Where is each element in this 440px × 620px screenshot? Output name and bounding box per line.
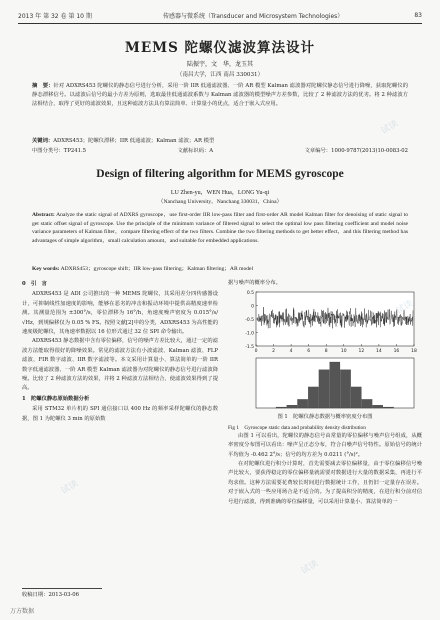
histogram-bar xyxy=(351,387,361,408)
title-chinese: MEMS 陀螺仪滤波算法设计 xyxy=(124,40,316,56)
footer-source: 万方数据 xyxy=(10,608,35,615)
y-tick-label: -0.5 xyxy=(245,318,254,324)
x-tick-label: 14 xyxy=(376,349,382,355)
affiliation-chinese: （南昌大学，江西 南昌 330031） xyxy=(176,72,264,78)
section-1-heading: 1 陀螺仪静态原始数据分析 xyxy=(22,395,90,402)
histogram-bar xyxy=(362,400,372,409)
abstract-text: 针对 ADXRS453 陀螺仪的静态信号进行分析，采用一阶 IIR 低通滤波器、一阶 AR 模型 Kalman 滤波器对陀螺仪静态信号进行降噪，获取陀螺仪的静态漂移信号。以滤波后信号的最小方差为原则，选取最佳低通滤波系数与 Kalman 滤波器的模型噪声方差参数，比较了 2 种滤波方法的优劣。将 2 种滤波方法相结合，取得了更好的滤波效果，且这种滤波方法具有算法简单、计算量小的优点，适合于嵌入式应用。 xyxy=(32,83,408,107)
left-column xyxy=(22,279,218,424)
abstract-chinese xyxy=(32,82,408,109)
histogram-bar xyxy=(373,406,383,409)
header-rule xyxy=(18,23,422,24)
right-column-continuation: 据与噪声的概率分布。 xyxy=(228,280,281,286)
x-tick-label: 10 xyxy=(340,349,347,355)
intro-paragraph-1: ADXRS453 是 ADI 公司推出的一种 MEMS 陀螺仪，其采用差分四传感器设计，可抑制线性加速度的影响，能够在恶劣的冲击和振动环境中提供高精度速率检测。其测量范围为 ±300°/s，零位漂移为 16°/h，角速度噪声密度为 0.015°/s/√Hz，到规偏移仅为 0.05 % FS。按照文献[2]中的分类，ADXRS453 为高性能的速度级陀螺仪，其角速率数据以 16 位形式通过 32 位 SPI 命令输出。 xyxy=(22,291,218,336)
watermark: 试读 xyxy=(394,298,416,317)
y-tick-label: 0.5 xyxy=(246,291,254,297)
keywords-chinese xyxy=(32,136,408,144)
article-number: 文章编号：1000-9787(2013)10-0083-02 xyxy=(304,148,408,154)
x-tick-label: 2 xyxy=(272,349,275,355)
histogram-bar xyxy=(287,406,297,409)
received-date: 收稿日期：2013-03-06 xyxy=(22,592,80,598)
time-series-plot xyxy=(245,290,417,354)
running-header xyxy=(18,8,422,22)
histogram-bar xyxy=(308,387,318,408)
authors-english: LU Zhen-yu，WEN Hua，LONG Yu-qi xyxy=(170,190,270,196)
affiliation-english: （Nanchang University，Nanchang 330031，China） xyxy=(157,199,283,205)
x-tick-label: 12 xyxy=(358,349,365,355)
watermark: 试读 xyxy=(59,478,81,497)
x-tick-label: 4 xyxy=(289,349,293,355)
histogram-bar xyxy=(383,407,393,408)
keywords-english xyxy=(32,264,408,272)
y-tick-label: -1.0 xyxy=(245,331,254,337)
right-paragraph-2: 在对陀螺仪进行积分计算时，首先需要减去零位偏移量，由于零位偏移信号噪声比较大，要获得稳定的零位偏移量就需要对数据进行大量的数据采集，再进行平均求值。这种方法需要花费较长时间进行数据统计工作，且仍旧一定量存在误差。对于嵌入式的一些应用场合是不适合的。为了提高积分的精度，在进行积分前对信号进行滤波，得到准确的零位偏移量，可以采用计算量小、算法简单的一 xyxy=(228,461,422,505)
clc-number: 中图分类号：TP241.5 xyxy=(32,148,87,154)
figure-1-chart xyxy=(228,288,422,412)
figure-caption-chinese: 图 1 陀螺仪静态数据与概率密度分布图 xyxy=(277,414,373,421)
footnote-rule xyxy=(22,588,102,589)
section-1-paragraph: 采用 STM32 单片机的 SPI 通信接口以 400 Hz 的频率采样陀螺仪的静态数据，图 1 为陀螺仪 3 min 的原始数 xyxy=(22,406,218,422)
figure-caption-english: Fig 1 Gyroscope static data and probability density distribution xyxy=(228,424,366,431)
x-tick-label: 0 xyxy=(254,349,258,355)
abstract-label: 摘 要： xyxy=(32,83,54,89)
authors-chinese: 陆振宇，文 华，龙玉其 xyxy=(186,61,253,68)
histogram-bar xyxy=(319,370,329,408)
right-column xyxy=(228,279,422,507)
keywords-en-label: Key words: xyxy=(32,266,60,272)
y-tick-label: -1.5 xyxy=(245,345,254,351)
keywords-en-text: ADXRS453；gyroscope shift；IIR low-pass filtering；Kalman filtering；AR model xyxy=(60,266,254,272)
x-tick-label: 6 xyxy=(307,349,311,355)
watermark: 试读 xyxy=(379,118,401,137)
keywords-label: 关键词： xyxy=(32,138,54,144)
header-issue: 2013 年 第 32 卷 第 10 期 xyxy=(18,12,92,20)
classification-line xyxy=(32,146,408,154)
abstract-en-text: Analyze the static signal of ADXRS gyroscope，use first-order IIR low-pass filter and first-order AR model Kalman filter for denoising of static signal to get static offset signal of gyroscope. Use the principle of the minimum variance of filtered signal to select the optimal low pass filtering coefficient and model noise variance parameters of Kalman filter，compare filtering effect of the two filters. Combine the two filtering methods to get better effect，and this filtering method has advantages of simple algorithm，small calculation amount，and suitable for embedded applications. xyxy=(32,212,408,245)
histogram-bar xyxy=(340,370,350,408)
right-paragraph-1: 由图 1 可以看出，陀螺仪的静态信号由常量的零位偏移与噪声信号组成，从概率密度分布图可以看出：噪声呈正态分布，符合白噪声信号特性。原始信号的统计平均值为 -0.462 2°/s；信号的均方差为 0.0211 (°/s)²。 xyxy=(228,432,422,458)
y-tick-label: 0 xyxy=(251,304,254,310)
histogram-bar xyxy=(330,362,340,408)
header-journal: 传感器与微系统（Transducer and Microsystem Technologies） xyxy=(162,12,344,20)
figure-1 xyxy=(228,288,422,412)
title-english: Design of filtering algorithm for MEMS gyroscope xyxy=(96,168,344,180)
intro-paragraph-2: ADXRS453 静态数据中含有零位偏移，信号的噪声方差比较大，通过一定的滤波方法能取得很好的降噪效果。常见的滤波方法有小波滤波、Kalman 滤波、FLP 滤波、FIR 数字滤波、IIR 数字滤波等。本文采用计算量小、算法简单的一阶 IIR 数字低通滤波器、一阶 AR 模型 Kalman 滤波器为对陀螺仪的静态信号进行滤波降噪。比较了 2 种滤波方法的效果，并将 2 种滤波方法相结合，使滤波效果得到了提高。 xyxy=(22,338,218,392)
x-tick-label: 18 xyxy=(411,349,417,355)
watermark: 试读 xyxy=(299,558,321,577)
histogram-plot xyxy=(256,358,414,408)
abstract-english xyxy=(32,211,408,246)
document-code: 文献标识码：A xyxy=(177,148,214,154)
keywords-text: ADXRS453；陀螺仪漂移；IIR 低通滤波；Kalman 滤波；AR 模型 xyxy=(53,138,215,144)
x-tick-label: 8 xyxy=(324,349,328,355)
x-tick-label: 16 xyxy=(393,349,400,355)
histogram-bar xyxy=(297,400,307,409)
histogram-bar xyxy=(276,407,286,408)
header-page-number: 83 xyxy=(414,11,422,19)
abstract-en-label: Abstract: xyxy=(32,212,55,218)
intro-heading: 0 引 言 xyxy=(22,281,47,287)
